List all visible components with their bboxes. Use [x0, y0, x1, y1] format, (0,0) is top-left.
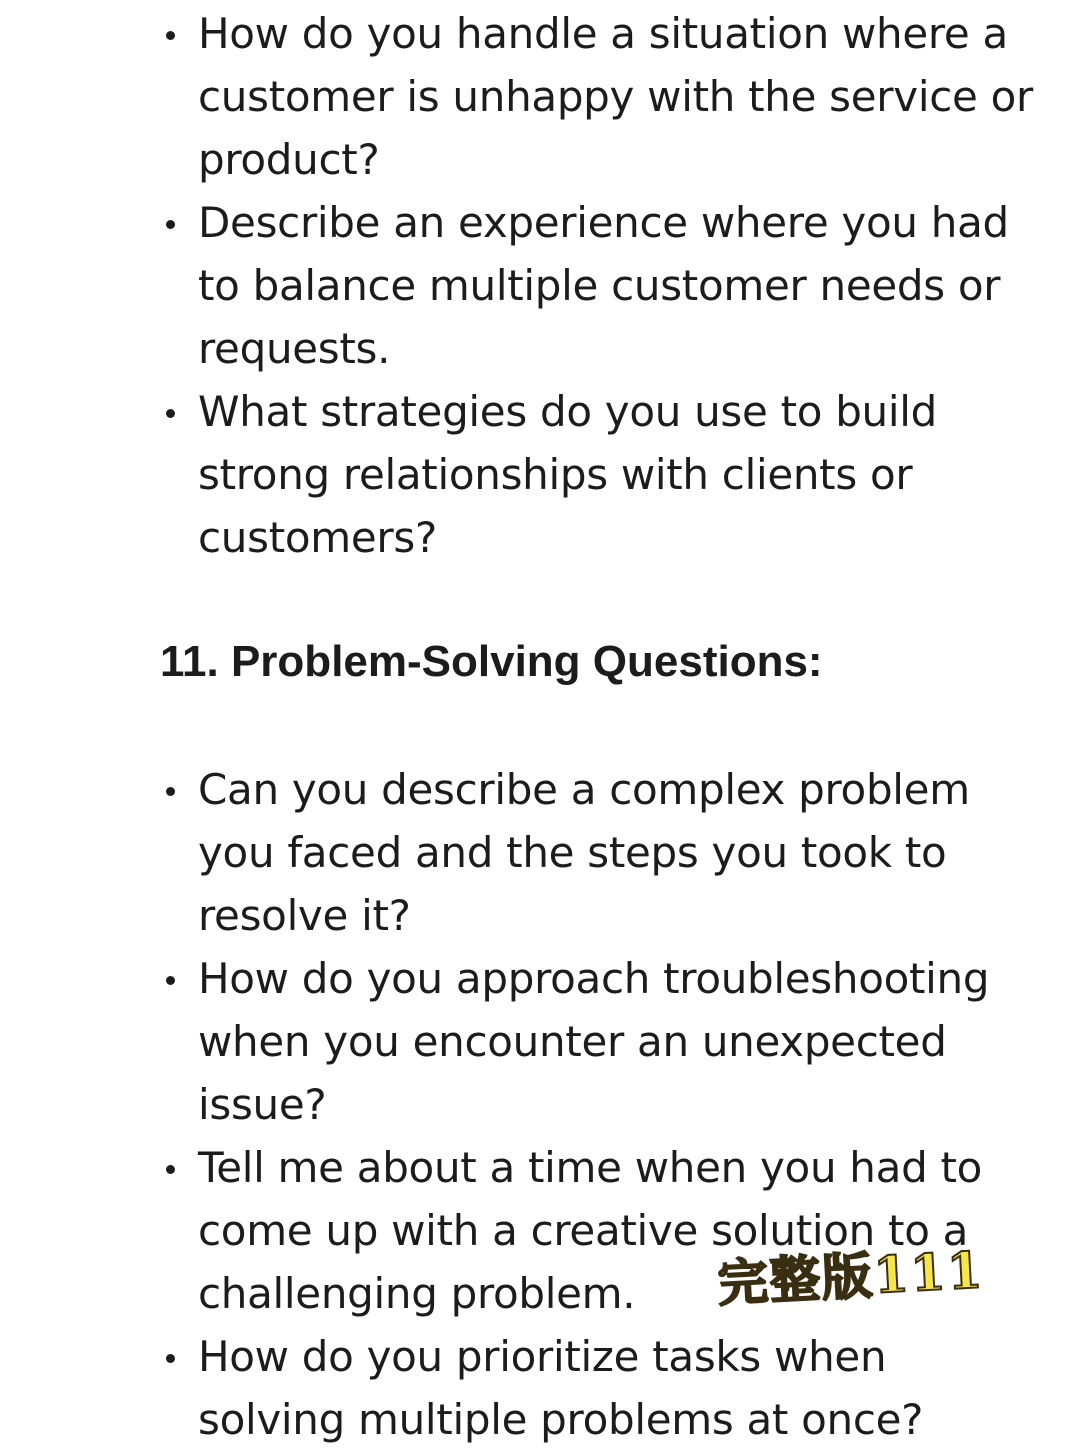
- list-item-text: How do you approach troubleshooting when you encounter an unexpected issue?: [198, 954, 990, 1129]
- bullet-icon: [166, 1354, 175, 1363]
- bullet-icon: [166, 31, 175, 40]
- list-item-text: How do you handle a situation where a customer is unhappy with the service or product?: [198, 9, 1033, 184]
- bullet-icon: [166, 409, 175, 418]
- bullet-icon: [166, 787, 175, 796]
- list-item: [160, 380, 1040, 569]
- list-item-text: What strategies do you use to build strong relationships with clients or customers?: [198, 387, 937, 562]
- watermark-stamp: 完整版111: [716, 1240, 986, 1313]
- bullet-list-customer-service: [160, 2, 1040, 569]
- bullet-icon: [166, 1165, 175, 1174]
- section-heading: 11. Problem-Solving Questions:: [160, 637, 823, 686]
- list-item-text: Describe an experience where you had to balance multiple customer needs or requests.: [198, 198, 1009, 373]
- bullet-icon: [166, 220, 175, 229]
- list-item: [160, 2, 1040, 191]
- list-item-text: Can you describe a complex problem you faced and the steps you took to resolve it?: [198, 765, 970, 940]
- bullet-list-problem-solving: [160, 758, 1040, 1451]
- list-item-text: How do you prioritize tasks when solving multiple problems at once?: [198, 1332, 924, 1444]
- list-item: [160, 1325, 1040, 1451]
- list-item: [160, 191, 1040, 380]
- list-item: [160, 947, 1040, 1136]
- list-item: [160, 758, 1040, 947]
- list-item-text: Tell me about a time when you had to come up with a creative solution to a challenging problem.: [198, 1143, 983, 1318]
- bullet-icon: [166, 976, 175, 985]
